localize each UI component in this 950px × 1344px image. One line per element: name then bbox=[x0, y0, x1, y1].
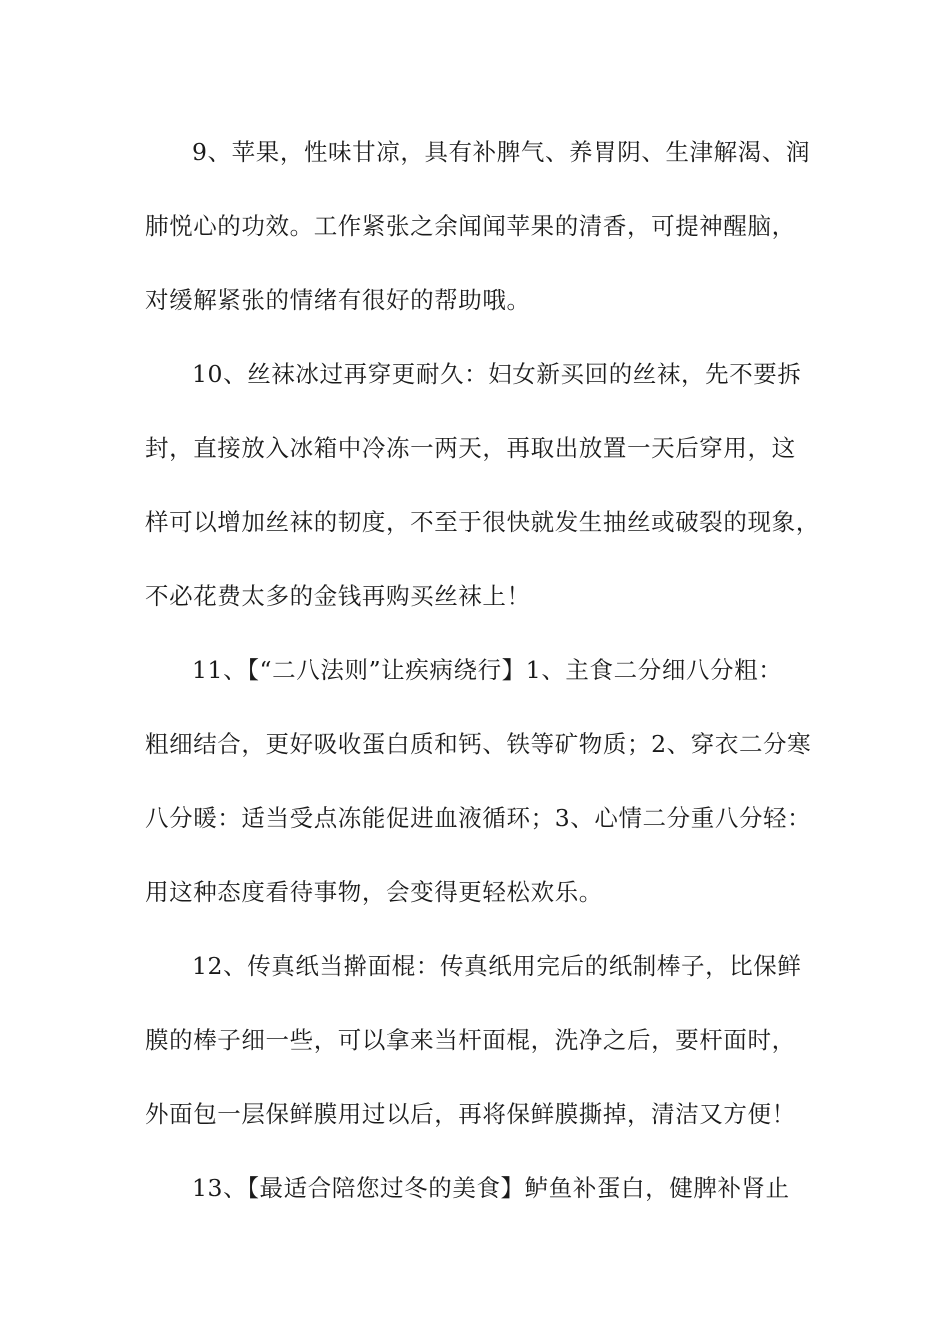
paragraph-11-line-1: 11、【“二八法则”让疾病绕行】1、主食二分细八分粗： bbox=[192, 656, 783, 684]
paragraph-12-line-3: 外面包一层保鲜膜用过以后，再将保鲜膜撕掉，清洁又方便！ bbox=[145, 1100, 796, 1128]
paragraph-10-line-4: 不必花费太多的金钱再购买丝袜上！ bbox=[145, 582, 531, 610]
paragraph-11-line-3: 八分暖：适当受点冻能促进血液循环；3、心情二分重八分轻： bbox=[145, 804, 812, 832]
paragraph-9-line-3: 对缓解紧张的情绪有很好的帮助哦。 bbox=[145, 286, 531, 314]
paragraph-12-line-1: 12、传真纸当擀面棍：传真纸用完后的纸制棒子，比保鲜 bbox=[192, 952, 802, 980]
paragraph-12-line-2: 膜的棒子细一些，可以拿来当杆面棍，洗净之后，要杆面时， bbox=[145, 1026, 796, 1054]
paragraph-13-line-1: 13、【最适合陪您过冬的美食】鲈鱼补蛋白，健脾补肾止 bbox=[192, 1174, 790, 1202]
paragraph-10-line-1: 10、丝袜冰过再穿更耐久：妇女新买回的丝袜，先不要拆 bbox=[192, 360, 802, 388]
paragraph-9-line-2: 肺悦心的功效。工作紧张之余闻闻苹果的清香，可提神醒脑， bbox=[145, 212, 796, 240]
paragraph-11-line-4: 用这种态度看待事物，会变得更轻松欢乐。 bbox=[145, 878, 603, 906]
paragraph-10-line-2: 封，直接放入冰箱中冷冻一两天，再取出放置一天后穿用，这 bbox=[145, 434, 796, 462]
paragraph-9-line-1: 9、苹果，性味甘凉，具有补脾气、养胃阴、生津解渴、润 bbox=[192, 138, 811, 166]
paragraph-10-line-3: 样可以增加丝袜的韧度，不至于很快就发生抽丝或破裂的现象， bbox=[145, 508, 820, 536]
paragraph-11-line-2: 粗细结合，更好吸收蛋白质和钙、铁等矿物质；2、穿衣二分寒 bbox=[145, 730, 812, 758]
